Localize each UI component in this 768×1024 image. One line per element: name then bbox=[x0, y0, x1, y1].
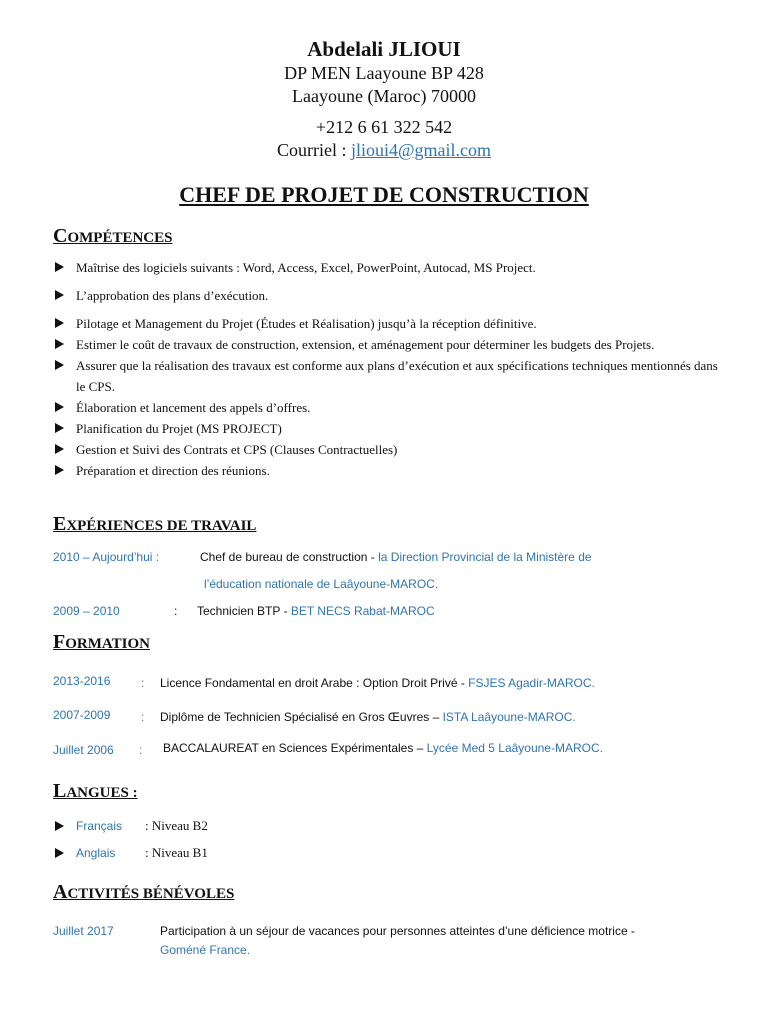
list-item: Estimer le coût de travaux de construction, extension, et aménagement pour déterminer les budgets des Projets. bbox=[53, 334, 723, 355]
experience-row-1 bbox=[53, 548, 159, 566]
address-line-2: Laayoune (Maroc) 70000 bbox=[292, 86, 476, 106]
formation-details-3: BACCALAUREAT en Sciences Expérimentales – Lycée Med 5 Laâyoune-MAROC. bbox=[163, 741, 603, 755]
experience-row-2 bbox=[53, 602, 120, 620]
formation-date: 2007-2009 bbox=[53, 708, 111, 722]
list-item: Maîtrise des logiciels suivants : Word, Access, Excel, PowerPoint, Autocad, MS Project. bbox=[53, 257, 723, 278]
section-title-langues: LANGUES : bbox=[53, 780, 138, 802]
arrowhead-bullet-icon bbox=[55, 465, 64, 475]
experience-role: Technicien BTP - bbox=[197, 604, 291, 618]
formation-sep: : bbox=[141, 676, 145, 690]
section-title-experiences: EXPÉRIENCES DE TRAVAIL bbox=[53, 513, 257, 535]
experience-org-line-2: l’éducation nationale de Laâyoune-MAROC. bbox=[204, 577, 439, 591]
language-name: Anglais bbox=[76, 846, 116, 860]
activity-desc: Participation à un séjour de vacances pour personnes atteintes d’une déficience motrice - bbox=[160, 924, 635, 938]
formation-date: 2013-2016 bbox=[53, 674, 111, 688]
list-item: Gestion et Suivi des Contrats et CPS (Clauses Contractuelles) bbox=[53, 439, 723, 460]
experience-role: Chef de bureau de construction - bbox=[200, 550, 379, 564]
arrowhead-bullet-icon bbox=[55, 262, 64, 272]
address-line-1: DP MEN Laayoune BP 428 bbox=[284, 63, 484, 83]
experience-details-2 bbox=[197, 602, 435, 620]
list-item: Assurer que la réalisation des travaux est conforme aux plans d’exécution et aux spécifications techniques mentionnés dans le CPS. bbox=[53, 355, 723, 397]
language-level: : Niveau B2 bbox=[145, 818, 208, 833]
formation-details-2: Diplôme de Technicien Spécialisé en Gros Œuvres – ISTA Laâyoune-MAROC. bbox=[160, 710, 576, 724]
competences-list bbox=[53, 257, 723, 481]
experience-sep: : bbox=[174, 604, 178, 618]
cv-header bbox=[0, 36, 768, 162]
email-line bbox=[0, 139, 768, 162]
formation-sep: : bbox=[141, 710, 145, 724]
arrowhead-bullet-icon bbox=[55, 402, 64, 412]
section-title-formation: FORMATION bbox=[53, 631, 150, 653]
language-name: Français bbox=[76, 819, 123, 833]
email-label: Courriel : bbox=[276, 140, 351, 160]
phone-number: +212 6 61 322 542 bbox=[315, 117, 453, 137]
formation-sep: : bbox=[139, 743, 143, 757]
list-item: Élaboration et lancement des appels d’offres. bbox=[53, 397, 723, 418]
arrowhead-bullet-icon bbox=[55, 318, 64, 328]
job-title: CHEF DE PROJET DE CONSTRUCTION bbox=[179, 182, 589, 207]
candidate-name: Abdelali JLIOUI bbox=[307, 37, 461, 61]
section-title-competences: COMPÉTENCES bbox=[53, 225, 173, 247]
language-level: : Niveau B1 bbox=[145, 845, 208, 860]
arrowhead-bullet-icon bbox=[55, 821, 64, 831]
experience-date: 2009 – 2010 bbox=[53, 604, 120, 618]
list-item: Pilotage et Management du Projet (Études et Réalisation) jusqu’à la réception définitive. bbox=[53, 313, 723, 334]
experience-org: BET NECS Rabat-MAROC bbox=[290, 604, 435, 618]
arrowhead-bullet-icon bbox=[55, 360, 64, 370]
email-link[interactable]: jlioui4@gmail.com bbox=[350, 140, 492, 160]
arrowhead-bullet-icon bbox=[55, 290, 64, 300]
arrowhead-bullet-icon bbox=[55, 848, 64, 858]
list-item: Planification du Projet (MS PROJECT) bbox=[53, 418, 723, 439]
formation-details-1: Licence Fondamental en droit Arabe : Option Droit Privé - FSJES Agadir-MAROC. bbox=[160, 676, 595, 690]
section-title-activites: ACTIVITÉS BÉNÉVOLES bbox=[53, 881, 235, 903]
experience-details-1 bbox=[200, 548, 592, 566]
list-item: Préparation et direction des réunions. bbox=[53, 460, 723, 481]
arrowhead-bullet-icon bbox=[55, 444, 64, 454]
list-item: L’approbation des plans d’exécution. bbox=[53, 285, 723, 306]
experience-date: 2010 – Aujourd’hui : bbox=[53, 550, 160, 564]
activity-place: Goméné France. bbox=[160, 943, 251, 957]
arrowhead-bullet-icon bbox=[55, 339, 64, 349]
experience-org: la Direction Provincial de la Ministère de bbox=[378, 550, 592, 564]
formation-date: Juillet 2006 bbox=[53, 743, 114, 757]
activity-date: Juillet 2017 bbox=[53, 924, 114, 938]
arrowhead-bullet-icon bbox=[55, 423, 64, 433]
